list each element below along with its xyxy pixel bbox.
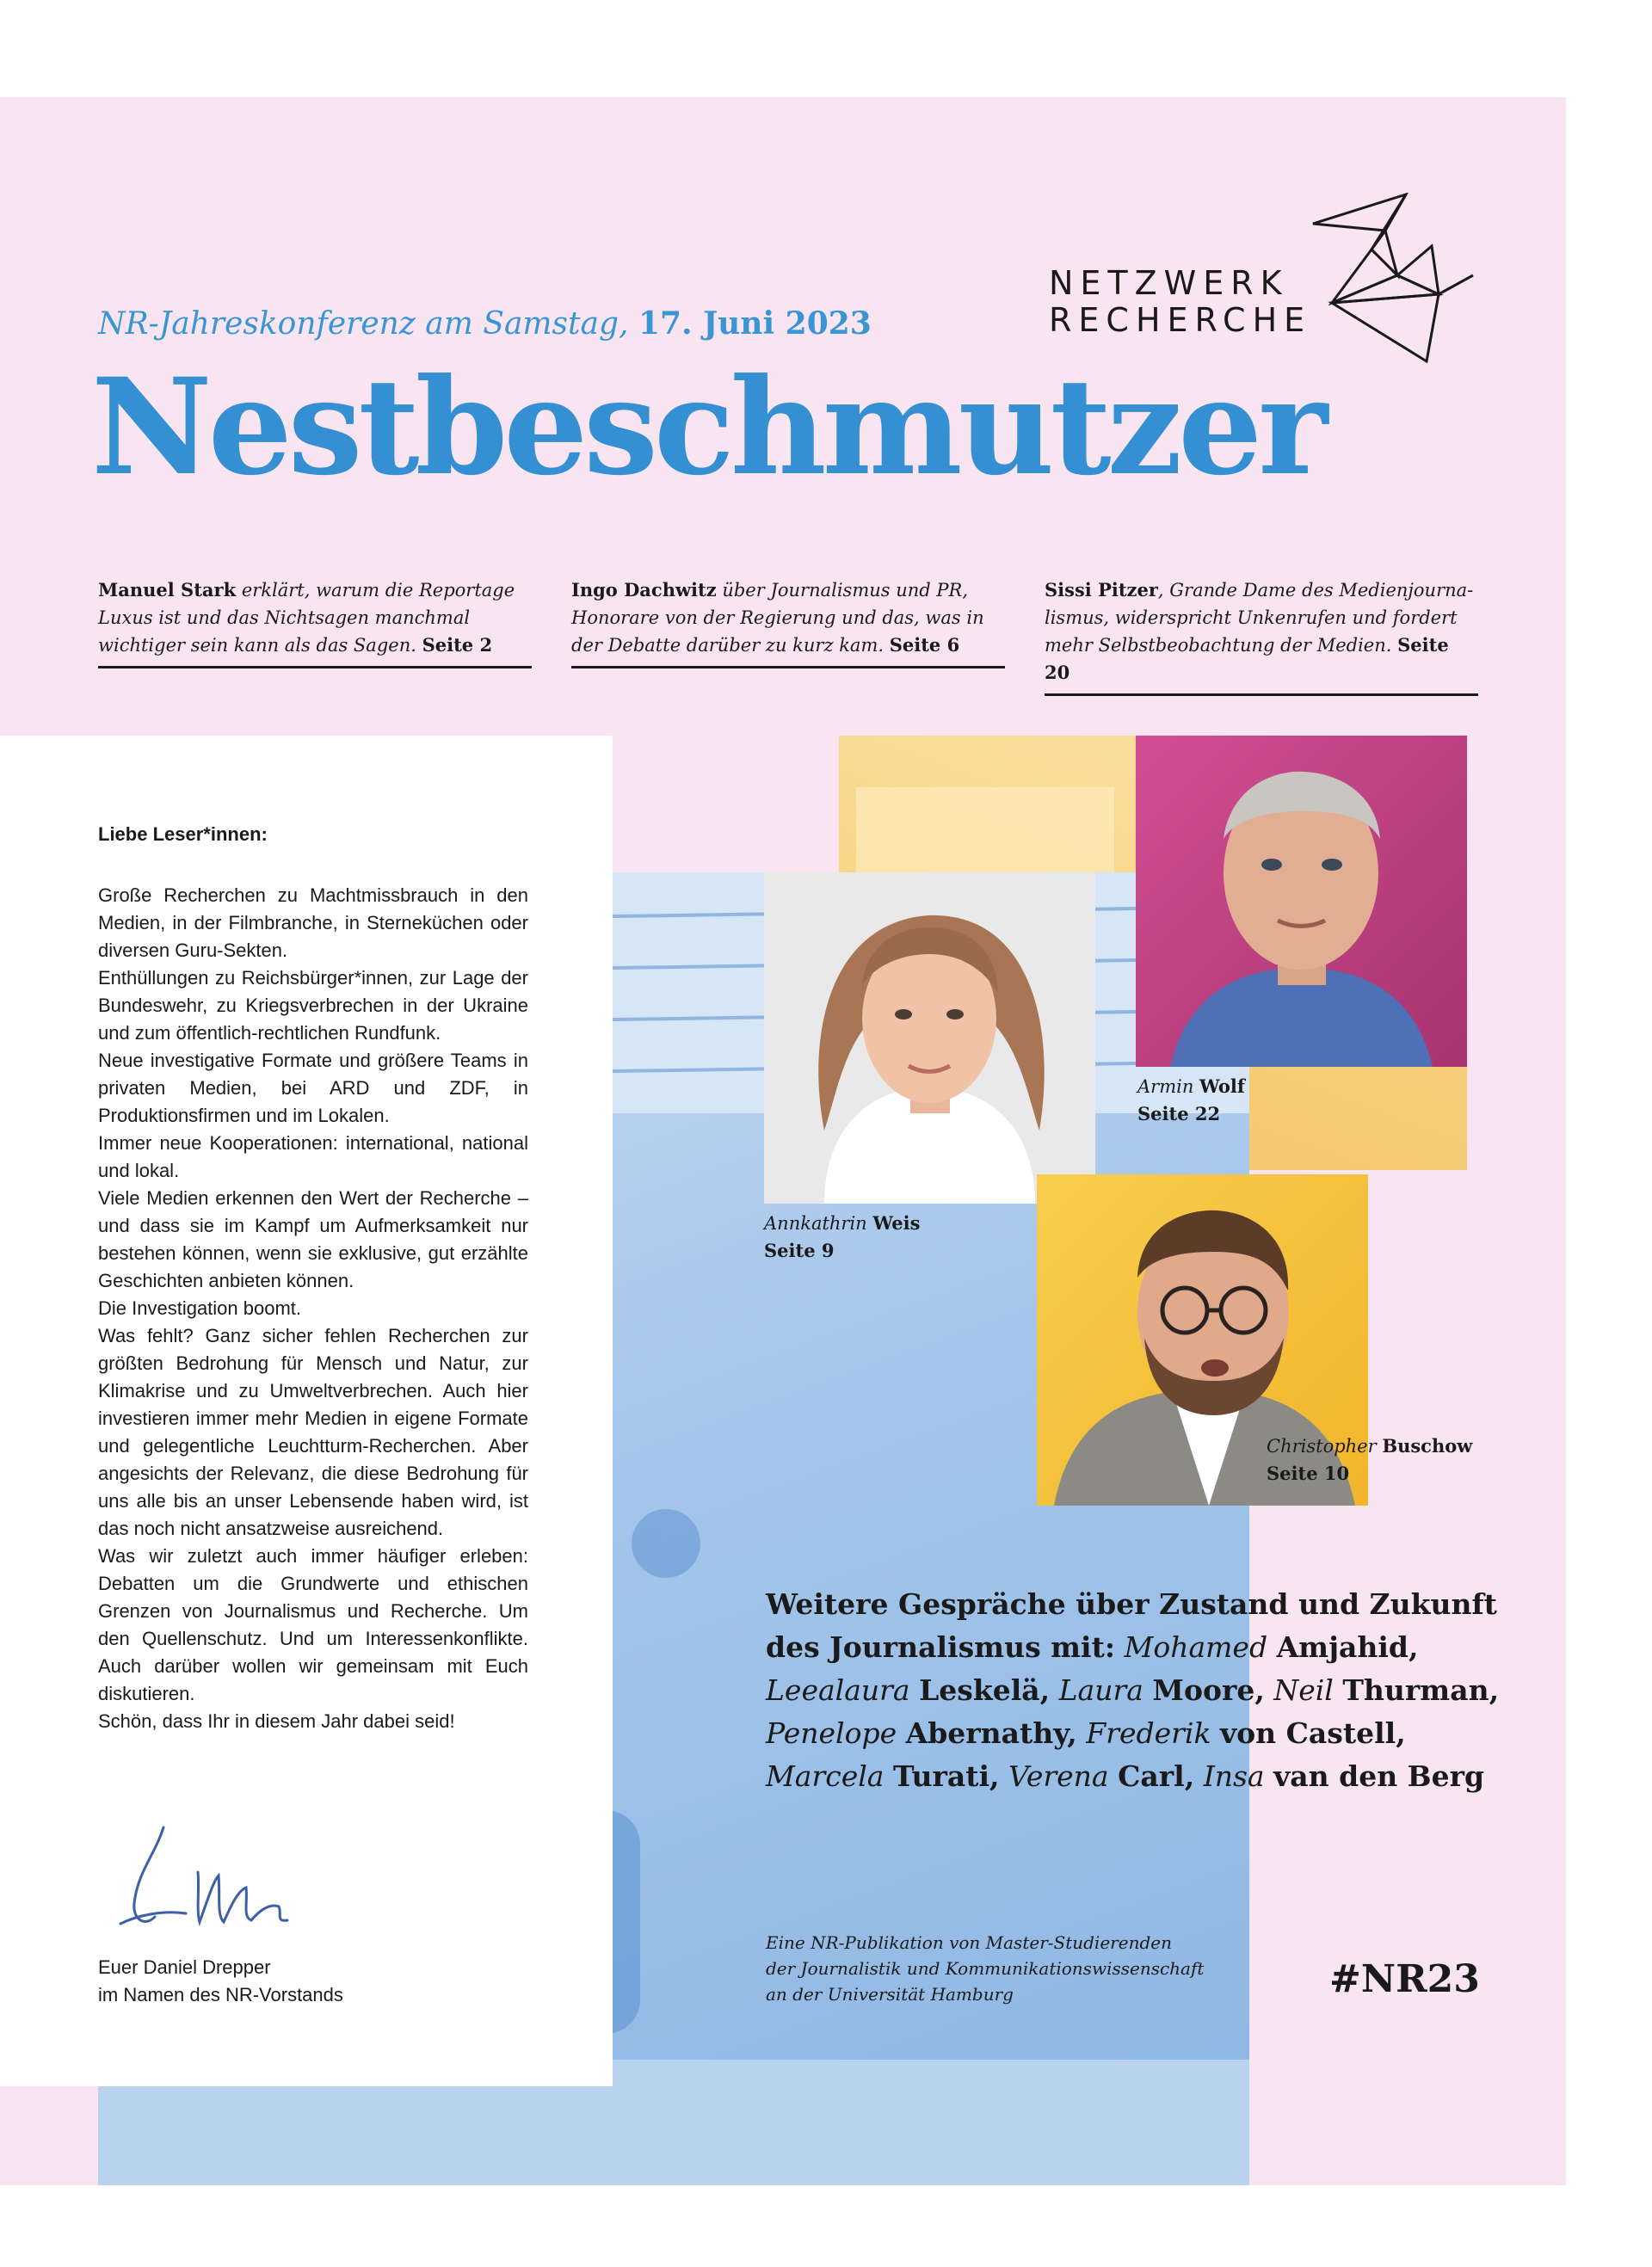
letter-salutation: Liebe Leser*innen: [98, 823, 268, 845]
letter-paragraph: Schön, dass Ihr in diesem Jahr dabei seid! [98, 1710, 455, 1732]
letter-body [98, 882, 528, 1735]
caption-annkathrin-weis: Annkathrin Weis Seite 9 [764, 1212, 921, 1261]
portrait-armin-wolf [1136, 736, 1467, 1067]
letter-paragraph: Die Investigation boomt. [98, 1297, 302, 1319]
letter-paragraph: Enthüllungen zu Reichsbürger*innen, zur Lage der Bundeswehr, zu Kriegsverbrechen in der Ukraine und zum öffentlich-rechtlichen Rundfunk. [98, 967, 528, 1044]
letter-paragraph: Was fehlt? Ganz sicher fehlen Recherchen zur größten Bedrohung für Mensch und Natur, zur Klimakrise und zu Umweltverbrechen. Auch hier investieren immer mehr Medien in eigene Formate und gelegentliche Leuchtturm-Recherchen. Aber angesichts der Relevanz, die diese Bedrohung für uns alle bis an unser Lebensende haben wird, ist das noch nicht ansatzweise ausreichend. [98, 1325, 528, 1539]
hashtag: #NR23 [1329, 1957, 1480, 2001]
portrait-annkathrin-weis [764, 872, 1095, 1204]
teaser-ingo-dachwitz[interactable]: Ingo Dachwitz über Journalismus und PR, Honorare von der Regierung und das, was in der Debatte darüber zu kurz kam. Seite 6 [571, 576, 1005, 668]
caption-christopher-buschow: Christopher Buschow Seite 10 [1267, 1435, 1473, 1484]
origami-bird-logo-icon [1311, 193, 1475, 365]
teaser-manuel-stark[interactable]: Manuel Stark erklärt, warum die Reportage Luxus ist und das Nichtsagen manchmal wichtiger sein kann als das Sagen. Seite 2 [98, 576, 532, 668]
handwritten-signature [103, 1820, 336, 1950]
teaser-sissi-pitzer[interactable]: Sissi Pitzer, Grande Dame des Medienjournalismus, widerspricht Unkenrufen und fordert mehr Selbstbeobachtung der Medien. Seite 20 [1045, 576, 1478, 696]
more-interviews: Weitere Gespräche über Zustand und Zukunft des Journalismus mit: Mohamed Amjahid, Leealaura Leskelä, Laura Moore, Neil Thurman, Penelope Abernathy, Frederik von Castell, Marcela Turati, Verena Carl, Insa van den Berg [766, 1587, 1500, 1793]
letter-paragraph: Viele Medien erkennen den Wert der Recherche – und dass sie im Kampf um Aufmerksamkeit nur bestehen können, wenn sie exklusive, gut erzählte Geschichten anbieten können. [98, 1187, 528, 1291]
logo-wordmark: NETZWERK RECHERCHE [1049, 264, 1312, 339]
letter-paragraph: Was wir zuletzt auch immer häufiger erleben: Debatten um die Grundwerte und ethischen Grenzen von Journalismus und Recherche. Um den Quellenschutz. Und um Interessenkonflikte. Auch darüber wollen wir gemeinsam mit Euch diskutieren. [98, 1545, 528, 1704]
publication-note: Eine NR-Publikation von Master-Studierenden der Journalistik und Kommunikationswissenschaft an der Universität Hamburg [766, 1932, 1205, 2005]
page-title: Nestbeschmutzer [91, 349, 1324, 505]
letter-paragraph: Neue investigative Formate und größere Teams in privaten Medien, bei ARD und ZDF, in Produktionsfirmen und im Lokalen. [98, 1050, 528, 1126]
conference-subtitle: NR-Jahreskonferenz am Samstag, 17. Juni 2023 [98, 305, 872, 342]
letter-signoff: Euer Daniel Drepper im Namen des NR-Vorstands [98, 1956, 343, 2005]
caption-armin-wolf: Armin Wolf Seite 22 [1137, 1075, 1245, 1124]
letter-paragraph: Große Recherchen zu Machtmissbrauch in den Medien, in der Filmbranche, in Sterneküchen oder diversen Guru-Sekten. [98, 884, 528, 961]
letter-paragraph: Immer neue Kooperationen: international, national und lokal. [98, 1132, 528, 1181]
